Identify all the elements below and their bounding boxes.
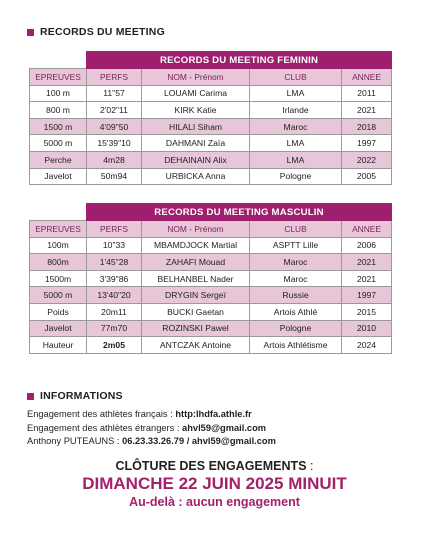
records-heading-text: RECORDS DU MEETING [40, 26, 165, 38]
table-cell: 1'45"28 [87, 254, 142, 271]
table-cell: Artois Athlé [250, 303, 342, 320]
records-table-feminin [29, 51, 392, 185]
table-cell: LOUAMI Carima [142, 85, 250, 102]
closing-title: CLÔTURE DES ENGAGEMENTS : [115, 459, 314, 473]
table-cell: 2006 [342, 237, 392, 254]
column-header: PERFS [87, 221, 142, 238]
table-row [30, 85, 392, 102]
table-cell: 800 m [30, 102, 87, 119]
table-cell: 2024 [342, 337, 392, 354]
table-cell: 2015 [342, 303, 392, 320]
table-cell: BUCKI Gaetan [142, 303, 250, 320]
table-cell: 100 m [30, 85, 87, 102]
table-cell: URBICKA Anna [142, 168, 250, 185]
table-cell: 800m [30, 254, 87, 271]
table-cell: 2011 [342, 85, 392, 102]
column-header: PERFS [87, 69, 142, 86]
foreign-entry-email[interactable]: ahvl59@gmail.com [182, 422, 267, 433]
table-cell: 50m94 [87, 168, 142, 185]
table-row [30, 337, 392, 354]
records-table-masculin [29, 203, 392, 354]
table-cell: 1500 m [30, 118, 87, 135]
column-header: NOM - Prénom [142, 69, 250, 86]
table-title: RECORDS DU MEETING MASCULIN [87, 204, 392, 221]
table-title-row [30, 52, 392, 69]
table-cell: 1997 [342, 287, 392, 304]
table-cell: Maroc [250, 118, 342, 135]
table-cell: Maroc [250, 254, 342, 271]
table-cell: LMA [250, 135, 342, 152]
table-row [30, 102, 392, 119]
table-cell: 15'39"10 [87, 135, 142, 152]
table-cell: 4'09"50 [87, 118, 142, 135]
info-line-contact: Anthony PUTEAUNS : 06.23.33.26.79 / ahvl59@gmail.com [27, 436, 276, 446]
column-header: CLUB [250, 69, 342, 86]
table-cell: 5000 m [30, 287, 87, 304]
table-cell: 2021 [342, 254, 392, 271]
contact-phone-email[interactable]: 06.23.33.26.79 / ahvl59@gmail.com [122, 436, 276, 446]
table-row [30, 287, 392, 304]
blank-cell [30, 204, 87, 221]
table-cell: 100m [30, 237, 87, 254]
table-cell: 1997 [342, 135, 392, 152]
table-row [30, 168, 392, 185]
table-row [30, 270, 392, 287]
table-cell: 2010 [342, 320, 392, 337]
table-cell: 20m11 [87, 303, 142, 320]
table-row [30, 151, 392, 168]
table-cell: LMA [250, 85, 342, 102]
informations-block [27, 408, 276, 449]
table-row [30, 118, 392, 135]
table-cell: LMA [250, 151, 342, 168]
table-header-row [30, 221, 392, 238]
closing-note: Au-delà : aucun engagement [129, 495, 300, 509]
table-row [30, 320, 392, 337]
informations-section-heading [27, 390, 123, 402]
table-cell: DEHAINAIN Alix [142, 151, 250, 168]
table-cell: ROZINSKI Pawel [142, 320, 250, 337]
informations-heading-text: INFORMATIONS [40, 390, 123, 402]
table-cell: 1500m [30, 270, 87, 287]
table-cell: 10"33 [87, 237, 142, 254]
table-cell: Poids [30, 303, 87, 320]
table-row [30, 135, 392, 152]
table-cell: Maroc [250, 270, 342, 287]
table-cell: Perche [30, 151, 87, 168]
records-section-heading [27, 26, 165, 38]
table-cell: 13'40"20 [87, 287, 142, 304]
table-cell: Russie [250, 287, 342, 304]
table-cell: 2021 [342, 102, 392, 119]
table-cell: Pologne [250, 168, 342, 185]
closing-date: DIMANCHE 22 JUIN 2025 MINUIT [82, 474, 347, 493]
table-cell: Pologne [250, 320, 342, 337]
column-header: CLUB [250, 221, 342, 238]
column-header: ANNEE [342, 69, 392, 86]
table-cell: ZAHAFI Mouad [142, 254, 250, 271]
table-cell: 11"57 [87, 85, 142, 102]
table-cell: Hauteur [30, 337, 87, 354]
table-cell: 2018 [342, 118, 392, 135]
table-title: RECORDS DU MEETING FEMININ [87, 52, 392, 69]
table-cell: BELHANBEL Nader [142, 270, 250, 287]
table-row [30, 237, 392, 254]
table-title-row [30, 204, 392, 221]
square-bullet-icon [27, 393, 34, 400]
table-cell: 4m28 [87, 151, 142, 168]
table-cell: MBAMDJOCK Martial [142, 237, 250, 254]
table-cell: ASPTT Lille [250, 237, 342, 254]
table-cell: Javelot [30, 320, 87, 337]
closing-block [0, 459, 429, 509]
table-cell: 77m70 [87, 320, 142, 337]
column-header: EPREUVES [30, 221, 87, 238]
table-cell: 2022 [342, 151, 392, 168]
column-header: ANNEE [342, 221, 392, 238]
table-row [30, 254, 392, 271]
table-cell: 2021 [342, 270, 392, 287]
table-cell: 2m05 [87, 337, 142, 354]
table-cell: 2005 [342, 168, 392, 185]
table-cell: Artois Athlétisme [250, 337, 342, 354]
info-line-french: Engagement des athlètes français : http:lhdfa.athle.fr [27, 409, 252, 419]
blank-cell [30, 52, 87, 69]
column-header: NOM - Prénom [142, 221, 250, 238]
table-cell: DAHMANI Zaïa [142, 135, 250, 152]
info-line-foreign: Engagement des athlètes étrangers : ahvl59@gmail.com [27, 422, 267, 433]
table-cell: 2'02"11 [87, 102, 142, 119]
table-cell: Irlande [250, 102, 342, 119]
table-row [30, 303, 392, 320]
table-cell: HILALI Siham [142, 118, 250, 135]
table-header-row [30, 69, 392, 86]
square-bullet-icon [27, 29, 34, 36]
table-cell: ANTCZAK Antoine [142, 337, 250, 354]
table-cell: 3'39"86 [87, 270, 142, 287]
table-cell: DRYGIN Sergeï [142, 287, 250, 304]
table-cell: KIRK Katie [142, 102, 250, 119]
french-entry-link[interactable]: http:lhdfa.athle.fr [175, 409, 252, 419]
column-header: EPREUVES [30, 69, 87, 86]
table-cell: Javelot [30, 168, 87, 185]
table-cell: 5000 m [30, 135, 87, 152]
